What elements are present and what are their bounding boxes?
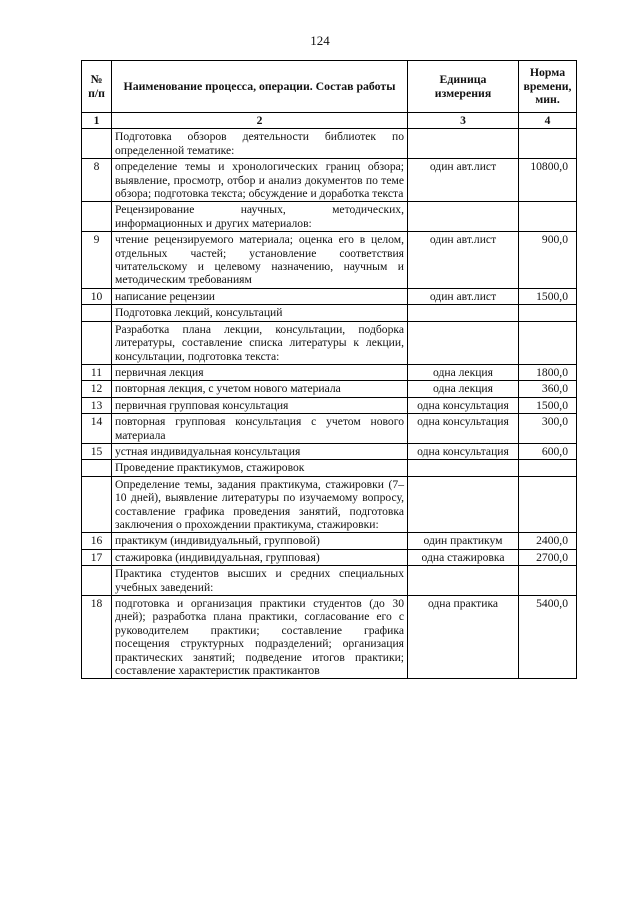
table-row bbox=[82, 596, 577, 679]
row-name-cell: первичная лекция bbox=[112, 364, 408, 380]
table-row bbox=[82, 159, 577, 202]
row-unit-cell bbox=[408, 566, 519, 596]
row-unit-cell bbox=[408, 129, 519, 159]
table-row bbox=[82, 549, 577, 565]
row-norm-cell bbox=[519, 566, 577, 596]
row-number-cell bbox=[82, 566, 112, 596]
row-norm-cell bbox=[519, 321, 577, 364]
row-unit-cell bbox=[408, 460, 519, 476]
table-row bbox=[82, 397, 577, 413]
row-name-cell: повторная групповая консультация с учетом нового материала bbox=[112, 414, 408, 444]
row-unit-cell: один авт.лист bbox=[408, 232, 519, 289]
row-number-cell: 16 bbox=[82, 533, 112, 549]
row-unit-cell: одна лекция bbox=[408, 364, 519, 380]
table-body bbox=[82, 129, 577, 679]
row-unit-cell: одна консультация bbox=[408, 397, 519, 413]
row-unit-cell: одна лекция bbox=[408, 381, 519, 397]
row-name-cell: практикум (индивидуальный, групповой) bbox=[112, 533, 408, 549]
column-index: 2 bbox=[112, 113, 408, 129]
row-unit-cell: одна консультация bbox=[408, 443, 519, 459]
row-norm-cell bbox=[519, 476, 577, 533]
row-name-cell: Подготовка лекций, консультаций bbox=[112, 305, 408, 321]
row-number-cell bbox=[82, 321, 112, 364]
row-name-cell: Проведение практикумов, стажировок bbox=[112, 460, 408, 476]
table-row bbox=[82, 364, 577, 380]
column-index: 4 bbox=[519, 113, 577, 129]
row-name-cell: стажировка (индивидуальная, групповая) bbox=[112, 549, 408, 565]
table-row bbox=[82, 232, 577, 289]
row-norm-cell bbox=[519, 202, 577, 232]
header-norm: Норма времени, мин. bbox=[519, 61, 577, 113]
row-unit-cell bbox=[408, 321, 519, 364]
row-number-cell bbox=[82, 476, 112, 533]
row-number-cell bbox=[82, 460, 112, 476]
row-number-cell bbox=[82, 305, 112, 321]
row-number-cell: 8 bbox=[82, 159, 112, 202]
table-row bbox=[82, 443, 577, 459]
row-norm-cell bbox=[519, 129, 577, 159]
row-name-cell: Рецензирование научных, методических, информационных и других материалов: bbox=[112, 202, 408, 232]
row-number-cell: 10 bbox=[82, 288, 112, 304]
row-norm-cell bbox=[519, 460, 577, 476]
row-name-cell: чтение рецензируемого материала; оценка его в целом, отдельных частей; установление соответствия читательскому и целевому назначению, научным и методическим требованиям bbox=[112, 232, 408, 289]
row-norm-cell: 600,0 bbox=[519, 443, 577, 459]
row-name-cell: подготовка и организация практики студентов (до 30 дней); разработка плана практики, согласование его с руководителем практики; составление графика посещения структурных подразделений; организация практических занятий; подведение итогов практики; составление характеристик практикантов bbox=[112, 596, 408, 679]
table-row bbox=[82, 305, 577, 321]
row-norm-cell: 2700,0 bbox=[519, 549, 577, 565]
header-num: № п/п bbox=[82, 61, 112, 113]
table-row bbox=[82, 566, 577, 596]
row-unit-cell: один авт.лист bbox=[408, 159, 519, 202]
table-row bbox=[82, 321, 577, 364]
row-norm-cell: 10800,0 bbox=[519, 159, 577, 202]
row-norm-cell: 1500,0 bbox=[519, 288, 577, 304]
row-number-cell: 11 bbox=[82, 364, 112, 380]
table-row bbox=[82, 476, 577, 533]
column-index: 1 bbox=[82, 113, 112, 129]
row-number-cell: 18 bbox=[82, 596, 112, 679]
row-unit-cell: один практикум bbox=[408, 533, 519, 549]
table-header-row bbox=[82, 61, 577, 113]
row-norm-cell: 1800,0 bbox=[519, 364, 577, 380]
table-row bbox=[82, 414, 577, 444]
row-norm-cell: 300,0 bbox=[519, 414, 577, 444]
row-unit-cell: одна консультация bbox=[408, 414, 519, 444]
row-unit-cell: одна практика bbox=[408, 596, 519, 679]
row-name-cell: первичная групповая консультация bbox=[112, 397, 408, 413]
header-name: Наименование процесса, операции. Состав работы bbox=[112, 61, 408, 113]
row-number-cell: 12 bbox=[82, 381, 112, 397]
table-row bbox=[82, 129, 577, 159]
row-unit-cell bbox=[408, 476, 519, 533]
row-name-cell: Разработка плана лекции, консультации, подборка литературы, составление списка литературы к лекции, консультации, подготовка текста: bbox=[112, 321, 408, 364]
row-unit-cell: один авт.лист bbox=[408, 288, 519, 304]
row-name-cell: повторная лекция, с учетом нового материала bbox=[112, 381, 408, 397]
row-unit-cell bbox=[408, 202, 519, 232]
row-number-cell: 15 bbox=[82, 443, 112, 459]
row-number-cell: 9 bbox=[82, 232, 112, 289]
row-name-cell: Практика студентов высших и средних специальных учебных заведений: bbox=[112, 566, 408, 596]
header-unit: Единица измерения bbox=[408, 61, 519, 113]
row-unit-cell bbox=[408, 305, 519, 321]
row-norm-cell bbox=[519, 305, 577, 321]
row-number-cell bbox=[82, 129, 112, 159]
table-row bbox=[82, 460, 577, 476]
row-number-cell: 17 bbox=[82, 549, 112, 565]
norms-table bbox=[81, 60, 577, 679]
table-row bbox=[82, 288, 577, 304]
row-norm-cell: 360,0 bbox=[519, 381, 577, 397]
row-unit-cell: одна стажировка bbox=[408, 549, 519, 565]
row-norm-cell: 1500,0 bbox=[519, 397, 577, 413]
row-name-cell: Определение темы, задания практикума, стажировки (7–10 дней), выявление литературы по изучаемому вопросу, составление графика проведения занятий, подготовка заключения о прохождении практикума, стажировки: bbox=[112, 476, 408, 533]
row-number-cell: 13 bbox=[82, 397, 112, 413]
row-name-cell: устная индивидуальная консультация bbox=[112, 443, 408, 459]
page-number: 124 bbox=[310, 33, 330, 48]
row-norm-cell: 5400,0 bbox=[519, 596, 577, 679]
row-number-cell: 14 bbox=[82, 414, 112, 444]
table-row bbox=[82, 202, 577, 232]
row-name-cell: определение темы и хронологических границ обзора; выявление, просмотр, отбор и анализ документов по теме обзора; подготовка текста; обсуждение и доработка текста bbox=[112, 159, 408, 202]
column-index-row bbox=[82, 113, 577, 129]
table-row bbox=[82, 381, 577, 397]
row-norm-cell: 2400,0 bbox=[519, 533, 577, 549]
row-norm-cell: 900,0 bbox=[519, 232, 577, 289]
column-index: 3 bbox=[408, 113, 519, 129]
row-name-cell: написание рецензии bbox=[112, 288, 408, 304]
row-number-cell bbox=[82, 202, 112, 232]
row-name-cell: Подготовка обзоров деятельности библиотек по определенной тематике: bbox=[112, 129, 408, 159]
table-row bbox=[82, 533, 577, 549]
